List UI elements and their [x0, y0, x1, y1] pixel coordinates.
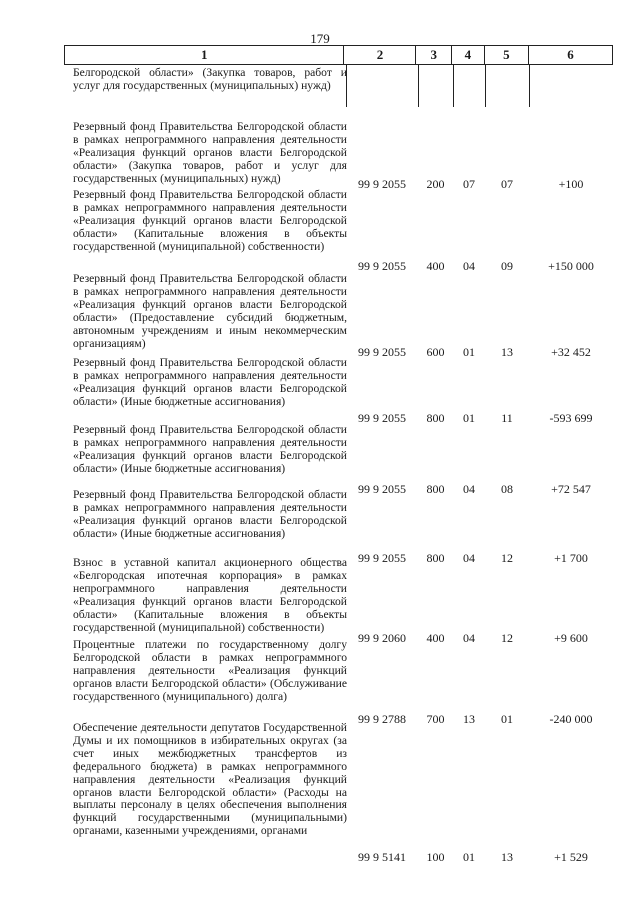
- column-divider: [453, 65, 454, 107]
- row-expense-type: 800: [426, 411, 445, 425]
- row-description: Резервный фонд Правительства Белгородской области в рамках непрограммного направления деятельности «Реализация функций органов власти Белгородской области» (Капитальные вложения в объекты государственной (муниципальной) собственности): [73, 188, 347, 253]
- row-subsection: 01: [501, 712, 513, 726]
- page-number: 179: [310, 31, 330, 46]
- row-amount: +32 452: [551, 345, 591, 359]
- row-section: 04: [463, 482, 475, 496]
- row-subsection: 13: [501, 345, 513, 359]
- row-section: 01: [463, 850, 475, 864]
- row-code: 99 9 2055: [358, 177, 406, 191]
- row-code: 99 9 2060: [358, 631, 406, 645]
- column-divider: [529, 65, 530, 107]
- row-code: 99 9 2788: [358, 712, 406, 726]
- row-amount: +150 000: [548, 259, 594, 273]
- row-section: 13: [463, 712, 475, 726]
- row-code: 99 9 2055: [358, 411, 406, 425]
- header-col-3: 3: [415, 46, 451, 64]
- row-code: 99 9 2055: [358, 551, 406, 565]
- row-section: 01: [463, 345, 475, 359]
- row-expense-type: 800: [426, 551, 445, 565]
- row-amount: +72 547: [551, 482, 591, 496]
- row-code: 99 9 2055: [358, 345, 406, 359]
- row-description: Резервный фонд Правительства Белгородской области в рамках непрограммного направления деятельности «Реализация функций органов власти Белгородской области» (Иные бюджетные ассигнования): [73, 356, 347, 408]
- table-header: [64, 45, 613, 65]
- row-subsection: 09: [501, 259, 513, 273]
- row-subsection: 11: [501, 411, 513, 425]
- row-amount: -240 000: [549, 712, 593, 726]
- header-col-5: 5: [484, 46, 528, 64]
- row-description: Резервный фонд Правительства Белгородской области в рамках непрограммного направления деятельности «Реализация функций органов власти Белгородской области» (Иные бюджетные ассигнования): [73, 488, 347, 540]
- row-amount: +100: [558, 177, 584, 191]
- row-expense-type: 400: [426, 259, 445, 273]
- continuation-text: Белгородской области» (Закупка товаров, работ и услуг для государственных (муниципальных) нужд): [73, 66, 347, 92]
- row-section: 04: [463, 551, 475, 565]
- row-expense-type: 700: [426, 712, 445, 726]
- row-amount: -593 699: [549, 411, 593, 425]
- row-section: 01: [463, 411, 475, 425]
- row-description: Резервный фонд Правительства Белгородской области в рамках непрограммного направления деятельности «Реализация функций органов власти Белгородской области» (Предоставление субсидий бюджетным, автономным учреждениям и иным некоммерческим организациям): [73, 272, 347, 350]
- row-amount: +9 600: [554, 631, 588, 645]
- budget-table: [64, 45, 613, 915]
- row-code: 99 9 5141: [358, 850, 406, 864]
- row-subsection: 12: [501, 551, 513, 565]
- row-code: 99 9 2055: [358, 259, 406, 273]
- row-amount: +1 700: [554, 551, 588, 565]
- row-description: Взнос в уставной капитал акционерного общества «Белгородская ипотечная корпорация» в рамках непрограммного направления деятельности «Реализация функций органов власти Белгородской области» (Капитальные вложения в объекты государственной (муниципальной) собственности): [73, 556, 347, 634]
- row-expense-type: 600: [426, 345, 445, 359]
- header-col-2: 2: [343, 46, 415, 64]
- row-amount: +1 529: [554, 850, 588, 864]
- row-subsection: 08: [501, 482, 513, 496]
- table-body: [64, 65, 613, 915]
- row-code: 99 9 2055: [358, 482, 406, 496]
- row-section: 04: [463, 259, 475, 273]
- header-col-4: 4: [451, 46, 484, 64]
- row-expense-type: 800: [426, 482, 445, 496]
- row-subsection: 12: [501, 631, 513, 645]
- header-col-1: 1: [200, 47, 208, 62]
- column-divider: [485, 65, 486, 107]
- row-expense-type: 400: [426, 631, 445, 645]
- row-description: Обеспечение деятельности депутатов Государственной Думы и их помощников в избирательных округах (за счет иных межбюджетных трансфертов из федерального бюджета) в рамках непрограммного направления деятельности «Реализация функций органов власти Белгородской области» (Расходы на выплаты персоналу в целях обеспечения выполнения функций государственными (муниципальными) органами, казенными учреждениями, органами: [73, 721, 347, 838]
- row-subsection: 07: [501, 177, 513, 191]
- row-subsection: 13: [501, 850, 513, 864]
- row-expense-type: 100: [426, 850, 445, 864]
- column-divider: [418, 65, 419, 107]
- row-description: Резервный фонд Правительства Белгородской области в рамках непрограммного направления деятельности «Реализация функций органов власти Белгородской области» (Закупка товаров, работ и услуг для государственных (муниципальных) нужд): [73, 120, 347, 185]
- row-section: 07: [463, 177, 475, 191]
- row-section: 04: [463, 631, 475, 645]
- row-description: Резервный фонд Правительства Белгородской области в рамках непрограммного направления деятельности «Реализация функций органов власти Белгородской области» (Иные бюджетные ассигнования): [73, 423, 347, 475]
- row-description: Процентные платежи по государственному долгу Белгородской области в рамках непрограммного направления деятельности «Реализация функций органов власти Белгородской области» (Обслуживание государственного (муниципального) долга): [73, 638, 347, 703]
- header-col-6: 6: [528, 46, 612, 64]
- row-expense-type: 200: [426, 177, 445, 191]
